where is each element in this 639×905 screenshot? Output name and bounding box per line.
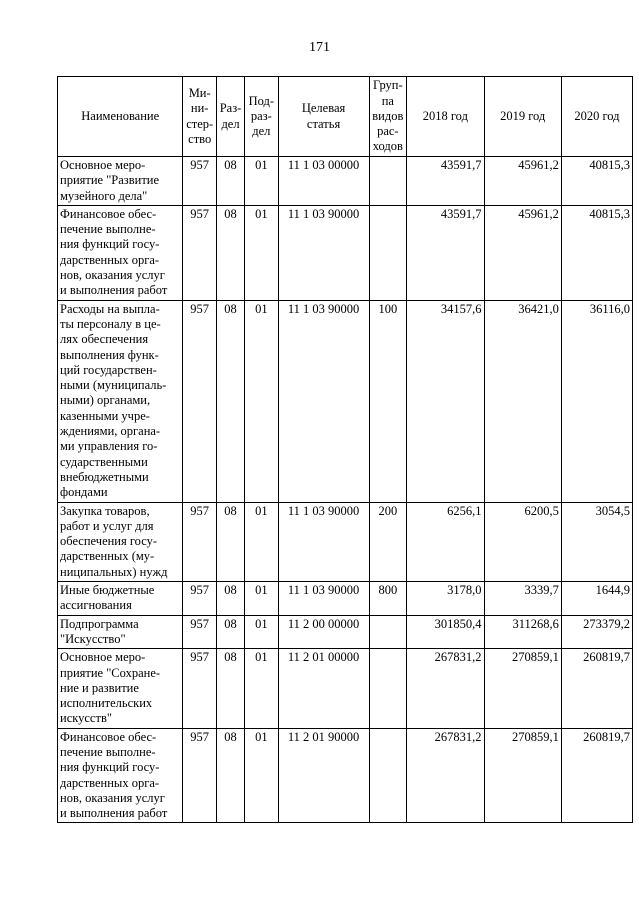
table-row <box>58 300 633 502</box>
cell-2019: 3339,7 <box>484 582 561 616</box>
table-row <box>58 615 633 649</box>
header-expense-group: Груп- па видов рас- ходов <box>369 77 407 157</box>
page-number: 171 <box>309 40 330 55</box>
cell-name: Основное меро- приятие "Сохране- ние и развитие исполнительских искусств" <box>58 649 183 728</box>
header-podrazdel: Под- раз- дел <box>245 77 278 157</box>
table-row <box>58 649 633 728</box>
cell-name: Закупка товаров, работ и услуг для обеспечения госу- дарственных (му- ниципальных) нужд <box>58 502 183 581</box>
table-row <box>58 502 633 581</box>
table-row <box>58 157 633 206</box>
cell-2020: 36116,0 <box>561 300 632 502</box>
cell-razdel: 08 <box>216 502 244 581</box>
header-razdel: Раз- дел <box>216 77 244 157</box>
cell-2018: 267831,2 <box>407 728 484 823</box>
cell-2020: 40815,3 <box>561 205 632 300</box>
cell-2018: 267831,2 <box>407 649 484 728</box>
cell-name: Расходы на выпла- ты персоналу в це- лях обеспечения выполнения функ- ций государствен- ными (муниципаль- ными) органами, казенными учре- ждениями, органа- ми управления го- сударственными внебюджетными фондами <box>58 300 183 502</box>
cell-podrazdel: 01 <box>245 582 278 616</box>
cell-target-article: 11 1 03 90000 <box>278 582 369 616</box>
cell-target-article: 11 2 01 00000 <box>278 649 369 728</box>
cell-razdel: 08 <box>216 649 244 728</box>
header-target-article: Целевая статья <box>278 77 369 157</box>
header-2018: 2018 год <box>407 77 484 157</box>
table-row <box>58 728 633 823</box>
cell-2020: 40815,3 <box>561 157 632 206</box>
cell-2018: 6256,1 <box>407 502 484 581</box>
cell-2019: 311268,6 <box>484 615 561 649</box>
cell-expense-group <box>369 728 407 823</box>
cell-name: Иные бюджетные ассигнования <box>58 582 183 616</box>
cell-name: Финансовое обес- печение выполне- ния функций госу- дарственных орга- нов, оказания услуг и выполнения работ <box>58 205 183 300</box>
cell-2018: 43591,7 <box>407 205 484 300</box>
cell-podrazdel: 01 <box>245 205 278 300</box>
header-row <box>58 77 633 157</box>
cell-target-article: 11 1 03 90000 <box>278 205 369 300</box>
cell-expense-group: 100 <box>369 300 407 502</box>
cell-2020: 273379,2 <box>561 615 632 649</box>
cell-ministry: 957 <box>183 502 216 581</box>
cell-razdel: 08 <box>216 300 244 502</box>
header-2019: 2019 год <box>484 77 561 157</box>
cell-2020: 3054,5 <box>561 502 632 581</box>
cell-target-article: 11 2 00 00000 <box>278 615 369 649</box>
cell-2019: 270859,1 <box>484 728 561 823</box>
cell-target-article: 11 1 03 00000 <box>278 157 369 206</box>
cell-2018: 301850,4 <box>407 615 484 649</box>
cell-expense-group <box>369 205 407 300</box>
cell-expense-group: 200 <box>369 502 407 581</box>
cell-2018: 43591,7 <box>407 157 484 206</box>
table-row <box>58 582 633 616</box>
header-ministry: Ми- ни- стер- ство <box>183 77 216 157</box>
cell-2019: 6200,5 <box>484 502 561 581</box>
cell-2018: 34157,6 <box>407 300 484 502</box>
budget-table <box>57 76 633 823</box>
cell-name: Подпрограмма "Искусство" <box>58 615 183 649</box>
cell-expense-group <box>369 157 407 206</box>
cell-razdel: 08 <box>216 728 244 823</box>
cell-target-article: 11 1 03 90000 <box>278 300 369 502</box>
cell-2019: 36421,0 <box>484 300 561 502</box>
cell-ministry: 957 <box>183 157 216 206</box>
cell-2019: 45961,2 <box>484 205 561 300</box>
cell-ministry: 957 <box>183 728 216 823</box>
table-body <box>58 157 633 823</box>
cell-expense-group <box>369 649 407 728</box>
header-name: Наименование <box>58 77 183 157</box>
cell-razdel: 08 <box>216 205 244 300</box>
cell-expense-group: 800 <box>369 582 407 616</box>
cell-podrazdel: 01 <box>245 502 278 581</box>
header-2020: 2020 год <box>561 77 632 157</box>
cell-podrazdel: 01 <box>245 615 278 649</box>
cell-2020: 260819,7 <box>561 649 632 728</box>
cell-razdel: 08 <box>216 615 244 649</box>
cell-podrazdel: 01 <box>245 300 278 502</box>
cell-ministry: 957 <box>183 615 216 649</box>
cell-ministry: 957 <box>183 205 216 300</box>
cell-name: Основное меро- приятие "Развитие музейного дела" <box>58 157 183 206</box>
cell-podrazdel: 01 <box>245 157 278 206</box>
cell-podrazdel: 01 <box>245 649 278 728</box>
cell-razdel: 08 <box>216 582 244 616</box>
cell-2020: 260819,7 <box>561 728 632 823</box>
cell-podrazdel: 01 <box>245 728 278 823</box>
cell-target-article: 11 1 03 90000 <box>278 502 369 581</box>
cell-razdel: 08 <box>216 157 244 206</box>
cell-expense-group <box>369 615 407 649</box>
cell-name: Финансовое обес- печение выполне- ния функций госу- дарственных орга- нов, оказания услуг и выполнения работ <box>58 728 183 823</box>
cell-ministry: 957 <box>183 582 216 616</box>
cell-ministry: 957 <box>183 649 216 728</box>
cell-target-article: 11 2 01 90000 <box>278 728 369 823</box>
cell-ministry: 957 <box>183 300 216 502</box>
cell-2019: 270859,1 <box>484 649 561 728</box>
cell-2020: 1644,9 <box>561 582 632 616</box>
cell-2018: 3178,0 <box>407 582 484 616</box>
cell-2019: 45961,2 <box>484 157 561 206</box>
table-row <box>58 205 633 300</box>
